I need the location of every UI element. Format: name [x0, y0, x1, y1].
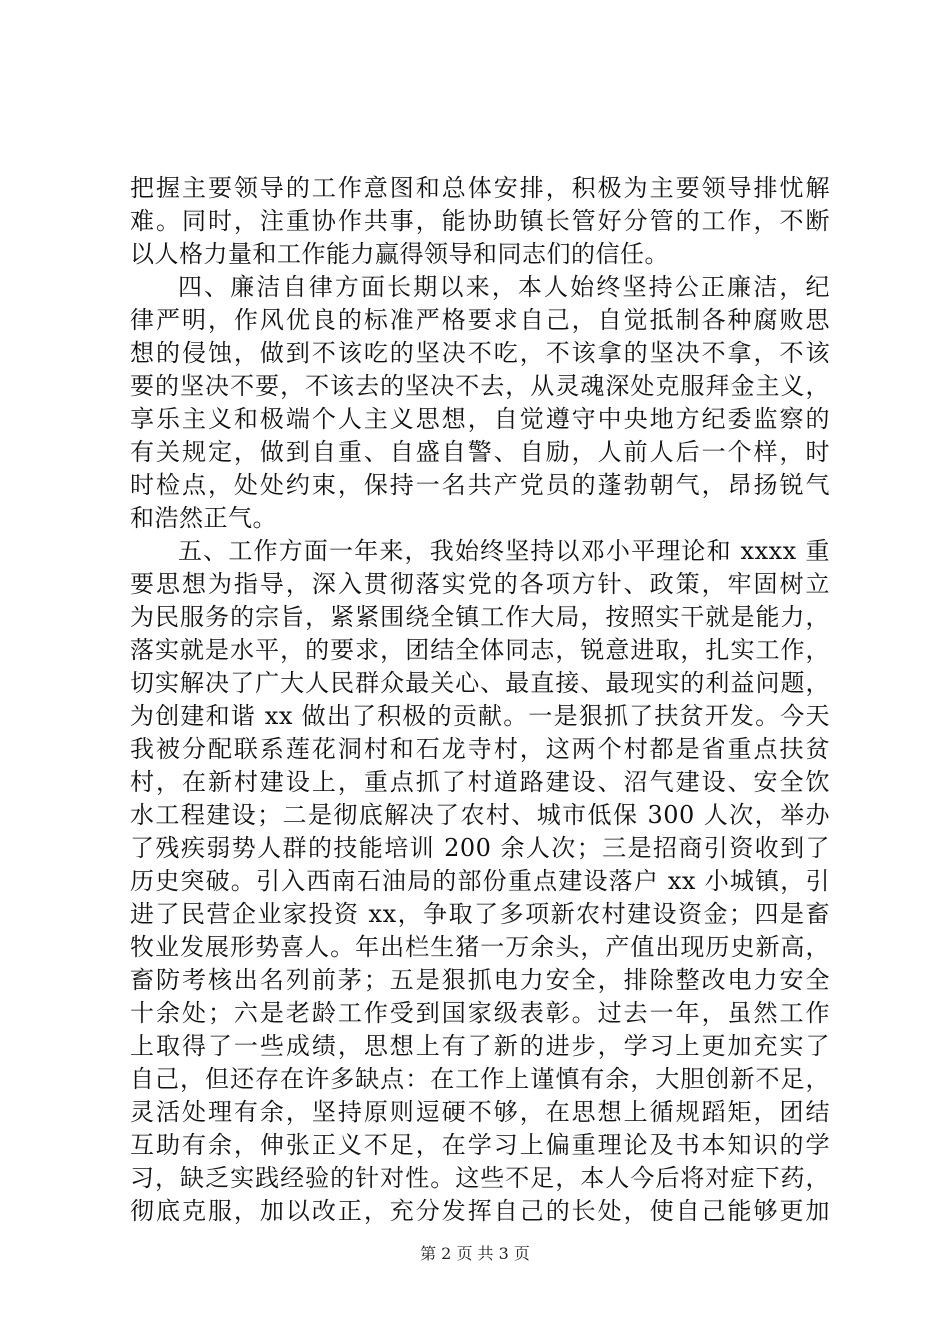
- text-line: 律严明，作风优良的标准严格要求自己，自觉抵制各种腐败思: [130, 306, 830, 334]
- text-line: 了残疾弱势人群的技能培训 200 余人次；三是招商引资收到了: [130, 834, 830, 862]
- page-number-footer: 第 2 页 共 3 页: [420, 1244, 530, 1263]
- text-line: 上取得了一些成绩，思想上有了新的进步，学习上更加充实了: [130, 1032, 830, 1060]
- text-line: 我被分配联系莲花洞村和石龙寺村，这两个村都是省重点扶贫: [130, 735, 830, 763]
- text-line: 畜防考核出名列前茅；五是狠抓电力安全，排除整改电力安全: [130, 966, 830, 994]
- text-line: 把握主要领导的工作意图和总体安排，积极为主要领导排忧解: [130, 174, 830, 202]
- text-line: 四、廉洁自律方面长期以来，本人始终坚持公正廉洁，纪: [178, 273, 830, 301]
- text-line: 想的侵蚀，做到不该吃的坚决不吃，不该拿的坚决不拿，不该: [130, 339, 830, 367]
- text-line: 历史突破。引入西南石油局的部份重点建设落户 xx 小城镇，引: [130, 867, 830, 895]
- text-line: 为创建和谐 xx 做出了积极的贡献。一是狠抓了扶贫开发。今天: [130, 702, 830, 730]
- text-line: 彻底克服，加以改正，充分发挥自己的长处，使自己能够更加: [130, 1197, 830, 1225]
- text-line: 村，在新村建设上，重点抓了村道路建设、沼气建设、安全饮: [130, 768, 830, 796]
- text-line: 水工程建设；二是彻底解决了农村、城市低保 300 人次，举办: [130, 801, 830, 829]
- text-line: 牧业发展形势喜人。年出栏生猪一万余头，产值出现历史新高，: [130, 933, 830, 961]
- text-line: 五、工作方面一年来，我始终坚持以邓小平理论和 xxxx 重: [178, 537, 830, 565]
- text-line: 要思想为指导，深入贯彻落实党的各项方针、政策，牢固树立: [130, 570, 830, 598]
- text-line: 要的坚决不要，不该去的坚决不去，从灵魂深处克服拜金主义，: [130, 372, 830, 400]
- text-line: 难。同时，注重协作共事，能协助镇长管好分管的工作，不断: [130, 207, 830, 235]
- text-line: 享乐主义和极端个人主义思想，自觉遵守中央地方纪委监察的: [130, 405, 830, 433]
- text-line: 以人格力量和工作能力赢得领导和同志们的信任。: [130, 240, 669, 268]
- text-line: 灵活处理有余，坚持原则逗硬不够，在思想上循规蹈矩，团结: [130, 1098, 830, 1126]
- text-line: 互助有余，伸张正义不足，在学习上偏重理论及书本知识的学: [130, 1131, 830, 1159]
- text-line: 自己，但还存在许多缺点：在工作上谨慎有余，大胆创新不足，: [130, 1065, 830, 1093]
- text-line: 有关规定，做到自重、自盛自警、自励，人前人后一个样，时: [130, 438, 830, 466]
- text-line: 落实就是水平，的要求，团结全体同志，锐意进取，扎实工作，: [130, 636, 830, 664]
- text-line: 和浩然正气。: [130, 504, 277, 532]
- text-line: 进了民营企业家投资 xx，争取了多项新农村建设资金；四是畜: [130, 900, 830, 928]
- text-line: 十余处；六是老龄工作受到国家级表彰。过去一年，虽然工作: [130, 999, 830, 1027]
- document-body: [130, 172, 830, 1228]
- text-line: 为民服务的宗旨，紧紧围绕全镇工作大局，按照实干就是能力，: [130, 603, 830, 631]
- text-line: 切实解决了广大人民群众最关心、最直接、最现实的利益问题，: [130, 669, 830, 697]
- text-line: 时检点，处处约束，保持一名共产党员的蓬勃朝气，昂扬锐气: [130, 471, 830, 499]
- text-line: 习，缺乏实践经验的针对性。这些不足，本人今后将对症下药，: [130, 1164, 830, 1192]
